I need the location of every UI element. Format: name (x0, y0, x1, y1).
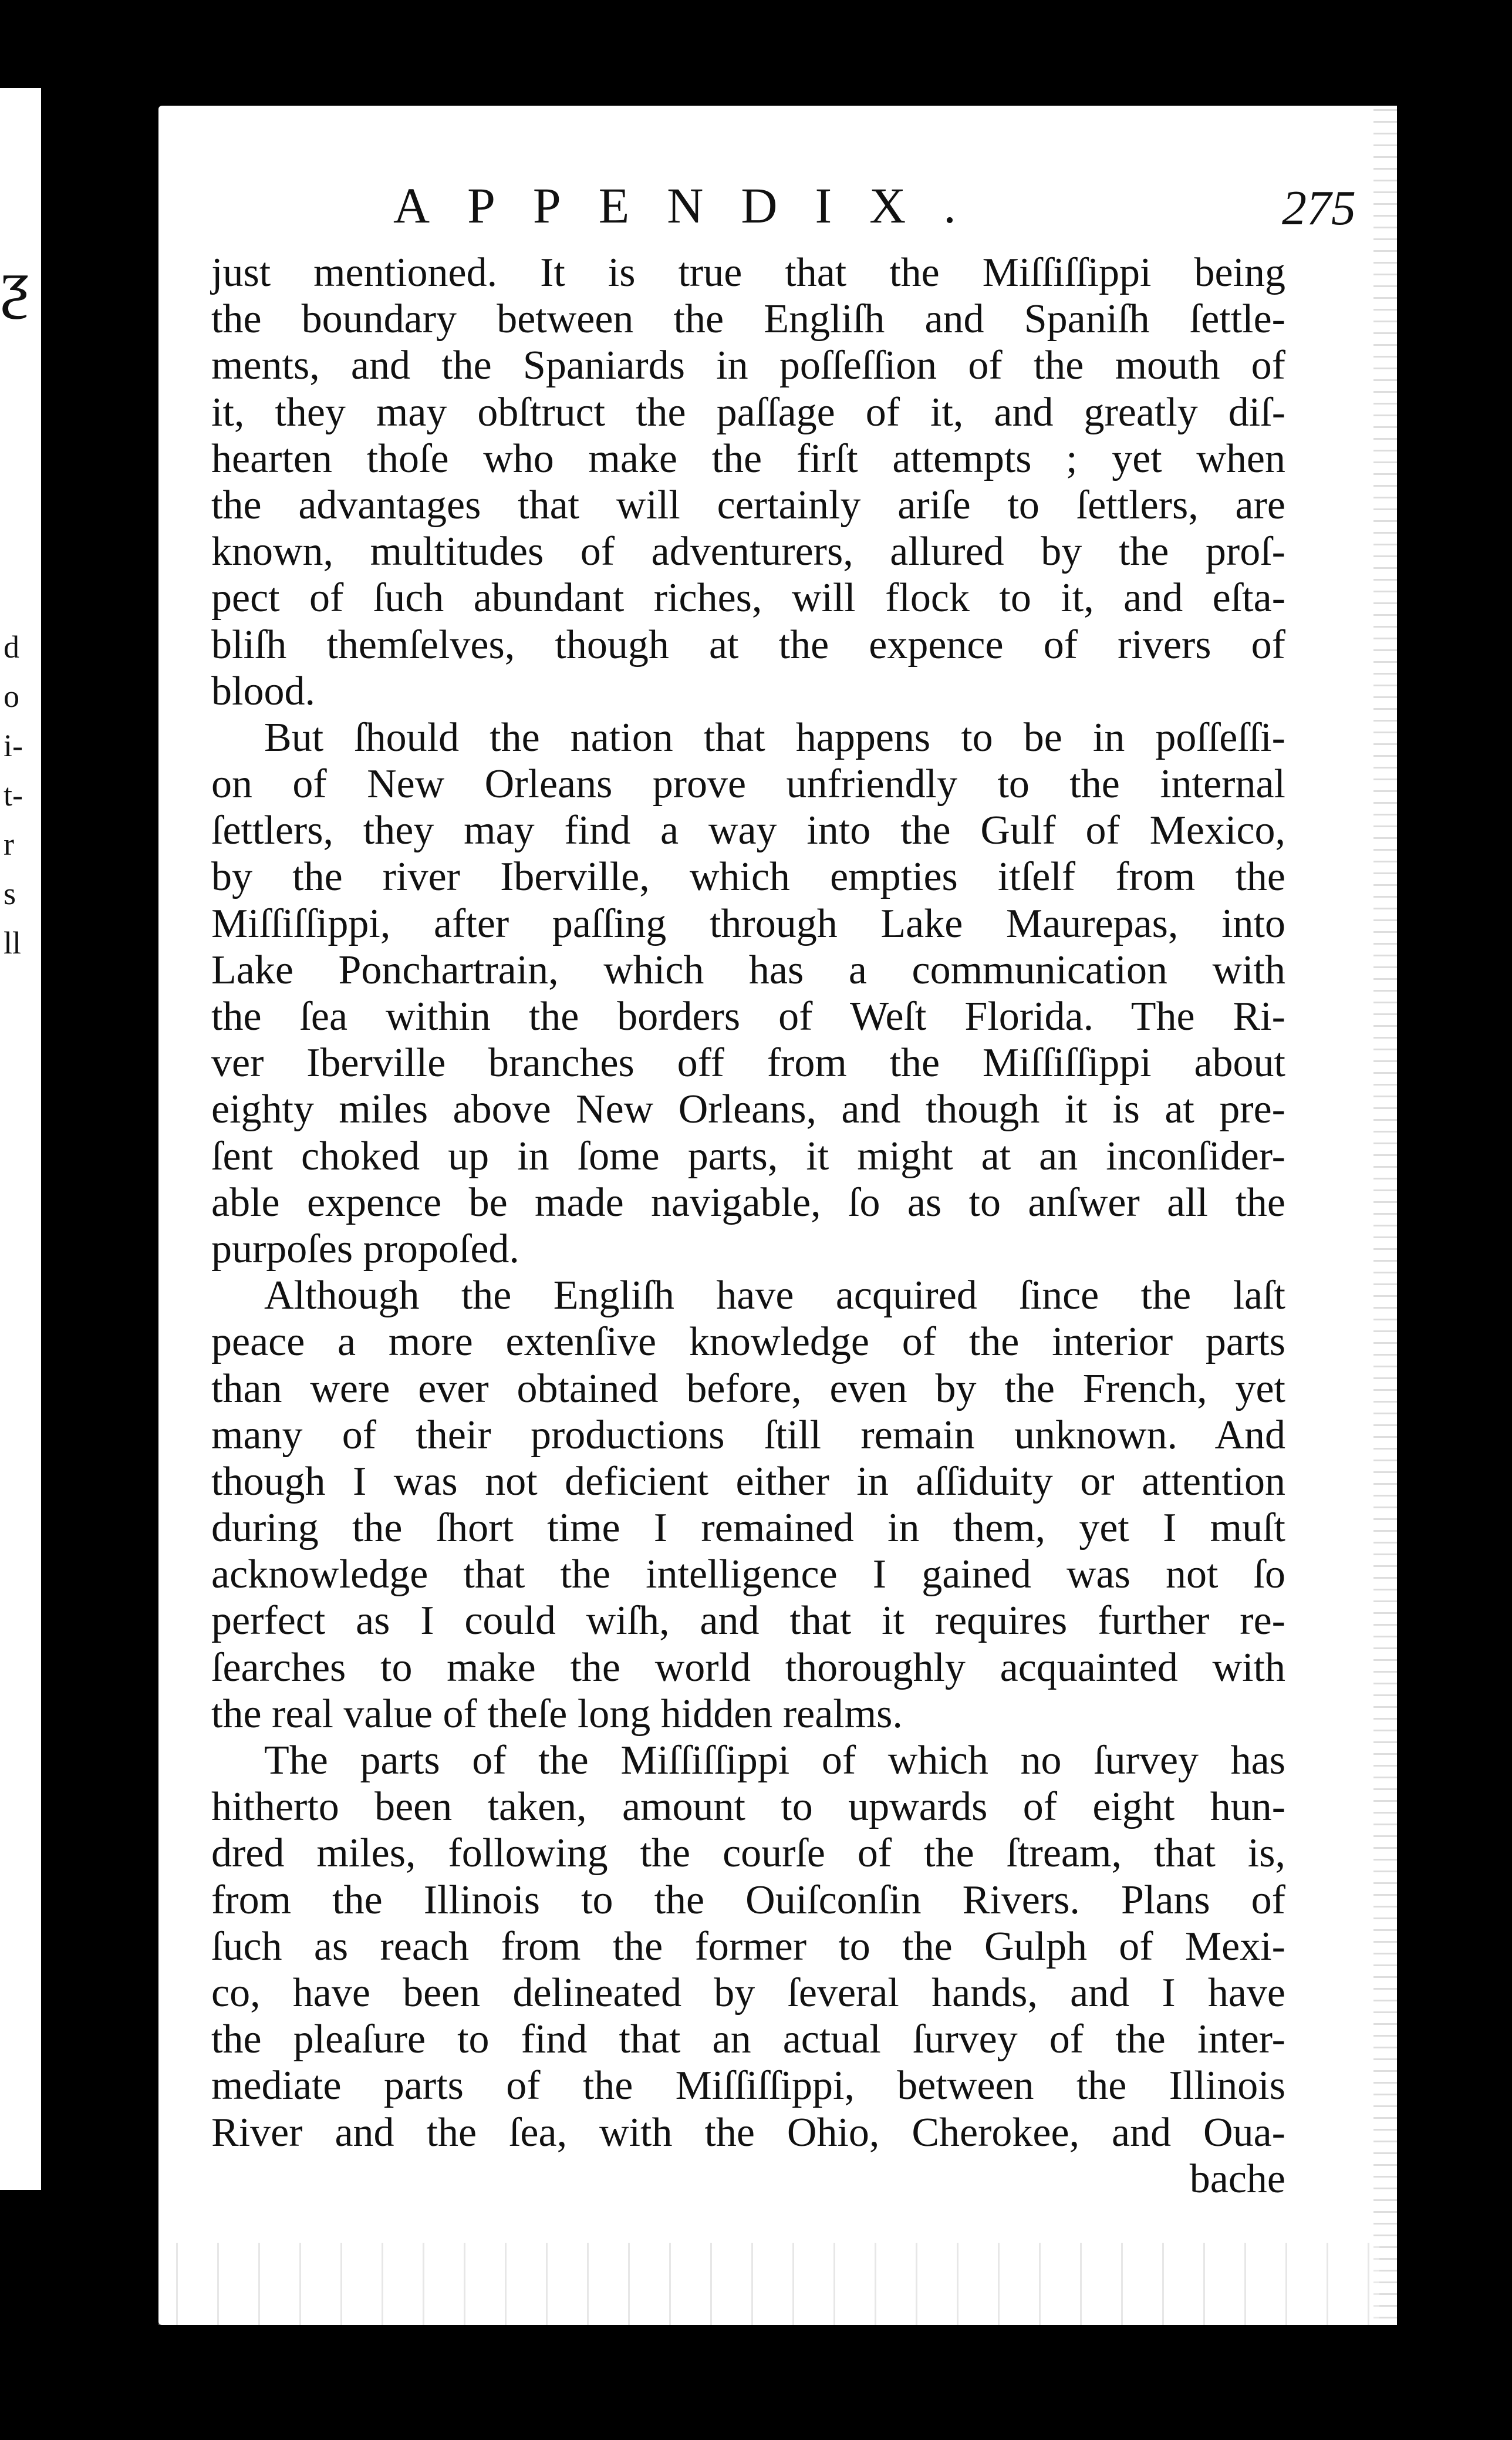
text-line: ſent choked up in ſome parts, it might at an inconſider- (211, 1133, 1285, 1179)
facing-fragment: o (4, 679, 19, 714)
facing-fragment: d (4, 629, 19, 665)
text-line: during the ſhort time I remained in them, yet I muſt (211, 1505, 1285, 1551)
page-bottom-specks (158, 2243, 1379, 2325)
text-line: from the Illinois to the Ouiſconſin Rivers. Plans of (211, 1877, 1285, 1923)
text-line: Although the Engliſh have acquired ſince the laſt (264, 1273, 1285, 1319)
text-line: mediate parts of the Miſſiſſippi, between the Illinois (211, 2063, 1285, 2109)
text-line: than were ever obtained before, even by the French, yet (211, 1366, 1285, 1411)
text-line: purpoſes propoſed. (211, 1226, 519, 1272)
text-line: the real value of theſe long hidden realms. (211, 1691, 903, 1737)
page-edge (1373, 106, 1397, 2325)
text-line: dred miles, following the courſe of the ſtream, that is, (211, 1831, 1285, 1876)
text-line: blood. (211, 668, 315, 714)
text-line: it, they may obſtruct the paſſage of it, and greatly diſ- (211, 389, 1285, 435)
text-line: on of New Orleans prove unfriendly to the internal (211, 761, 1285, 807)
facing-fragment (4, 1017, 50, 1066)
text-line: the boundary between the Engliſh and Spaniſh ſettle- (211, 296, 1285, 342)
facing-page-edge (0, 88, 41, 2190)
text-line: many of their productions ſtill remain unknown. And (211, 1412, 1285, 1458)
text-line: ments, and the Spaniards in poſſeſſion of the mouth of (211, 343, 1285, 389)
text-line: ver Iberville branches off from the Miſſiſſippi about (211, 1040, 1285, 1086)
running-head (158, 176, 1379, 241)
text-line: eighty miles above New Orleans, and though it is at pre- (211, 1087, 1285, 1133)
text-line: hearten thoſe who make the firſt attempts ; yet when (211, 436, 1285, 481)
text-line: peace a more extenſive knowledge of the interior parts (211, 1319, 1285, 1365)
catchword: bache (1189, 2156, 1285, 2202)
text-line: by the river Iberville, which empties itſelf from the (211, 854, 1285, 900)
facing-page-fragment-mark: ƺ (0, 248, 29, 319)
text-line: the pleaſure to find that an actual ſurvey of the inter- (211, 2017, 1285, 2062)
text-line: co, have been delineated by ſeveral hands, and I have (211, 1970, 1285, 2016)
text-line: Lake Ponchartrain, which has a communication with (211, 947, 1285, 993)
text-line: ſuch as reach from the former to the Gulph of Mexi- (211, 1923, 1285, 1969)
text-line: The parts of the Miſſiſſippi of which no ſurvey has (264, 1738, 1285, 1783)
text-line: the ſea within the borders of Weſt Florida. The Ri- (211, 994, 1285, 1039)
facing-fragment: ll (4, 925, 22, 961)
text-line: River and the ſea, with the Ohio, Cherokee, and Oua- (211, 2109, 1285, 2155)
catchword-row (211, 2156, 1285, 2202)
facing-fragment: s (4, 876, 16, 911)
text-line: acknowledge that the intelligence I gained was not ſo (211, 1552, 1285, 1598)
text-line: But ſhould the nation that happens to be in poſſeſſi- (264, 715, 1285, 760)
page-number: 275 (1282, 181, 1356, 235)
facing-fragment: r (4, 827, 14, 862)
text-line: ſearches to make the world thoroughly acquainted with (211, 1644, 1285, 1690)
text-line: pect of ſuch abundant riches, will flock to it, and eſta- (211, 575, 1285, 621)
text-line: bliſh themſelves, though at the expence of rivers of (211, 622, 1285, 668)
text-line: just mentioned. It is true that the Miſſiſſippi being (211, 250, 1285, 295)
facing-fragment (4, 968, 50, 1017)
text-line: perfect as I could wiſh, and that it requires further re- (211, 1598, 1285, 1644)
text-line: able expence be made navigable, ſo as to anſwer all the (211, 1179, 1285, 1225)
book-page (158, 106, 1379, 2325)
text-line: Miſſiſſippi, after paſſing through Lake Maurepas, into (211, 901, 1285, 946)
facing-fragment: i- (4, 728, 23, 763)
text-line: ſettlers, they may find a way into the Gulf of Mexico, (211, 808, 1285, 854)
facing-fragment: t- (4, 777, 23, 813)
running-head-title: APPENDIX. (393, 177, 994, 234)
body-text (211, 250, 1285, 2202)
text-line: hitherto been taken, amount to upwards of eight hun- (211, 1784, 1285, 1830)
text-line: the advantages that will certainly ariſe to ſettlers, are (211, 482, 1285, 528)
text-line: though I was not deficient either in aſſiduity or attention (211, 1458, 1285, 1504)
text-line: known, multitudes of adventurers, allured by the proſ- (211, 529, 1285, 575)
facing-page-fragments (4, 622, 50, 1066)
